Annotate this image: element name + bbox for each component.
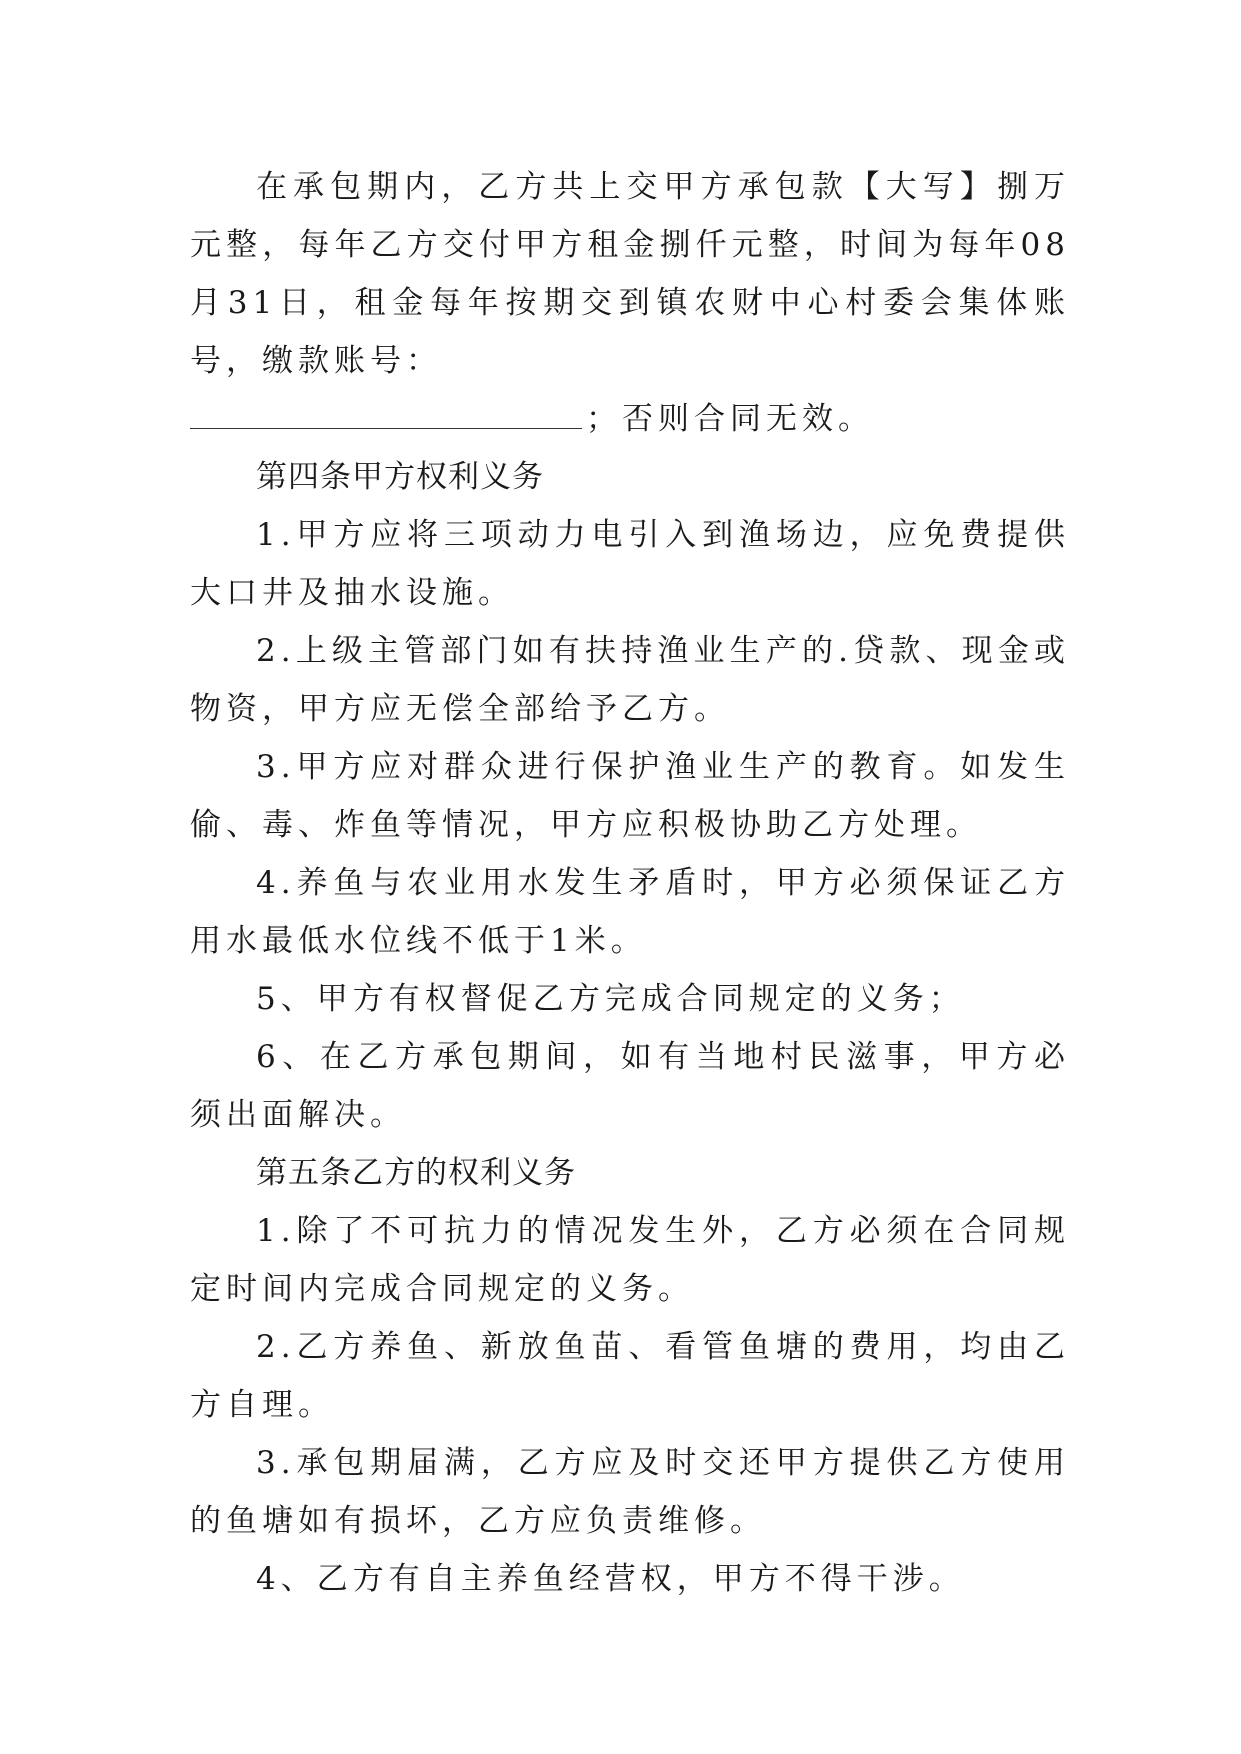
article-5-item-3: 3.承包期届满，乙方应及时交还甲方提供乙方使用的鱼塘如有损坏，乙方应负责维修。 bbox=[190, 1445, 1070, 1539]
article-4-item-1: 1.甲方应将三项动力电引入到渔场边，应免费提供大口井及抽水设施。 bbox=[190, 517, 1070, 611]
article-5-item-2: 2.乙方养鱼、新放鱼苗、看管鱼塘的费用，均由乙方自理。 bbox=[190, 1329, 1070, 1423]
article-5-item-4: 4、乙方有自主养鱼经营权，甲方不得干涉。 bbox=[256, 1561, 965, 1597]
article-4-item-6: 6、在乙方承包期间，如有当地村民滋事，甲方必须出面解决。 bbox=[190, 1039, 1070, 1133]
article-5-item-1: 1.除了不可抗力的情况发生外，乙方必须在合同规定时间内完成合同规定的义务。 bbox=[190, 1213, 1070, 1307]
document-body bbox=[190, 158, 1070, 1608]
section-heading-article-5: 第五条乙方的权利义务 bbox=[256, 1155, 576, 1191]
paragraph-payment-tail: ；否则合同无效。 bbox=[586, 401, 874, 437]
article-4-item-5: 5、甲方有权督促乙方完成合同规定的义务； bbox=[256, 981, 965, 1017]
article-4-item-2: 2.上级主管部门如有扶持渔业生产的.贷款、现金或物资，甲方应无偿全部给予乙方。 bbox=[190, 633, 1070, 727]
section-heading-article-4: 第四条甲方权利义务 bbox=[256, 459, 544, 495]
article-4-item-3: 3.甲方应对群众进行保护渔业生产的教育。如发生偷、毒、炸鱼等情况，甲方应积极协助乙方处理。 bbox=[190, 749, 1070, 843]
paragraph-payment-text: 在承包期内，乙方共上交甲方承包款【大写】捌万元整，每年乙方交付甲方租金捌仟元整，时间为每年08月31日，租金每年按期交到镇农财中心村委会集体账号，缴款账号： bbox=[190, 169, 1070, 379]
account-number-blank bbox=[190, 398, 582, 429]
article-4-item-4: 4.养鱼与农业用水发生矛盾时，甲方必须保证乙方用水最低水位线不低于1米。 bbox=[190, 865, 1070, 959]
paragraph-payment bbox=[190, 158, 1070, 448]
